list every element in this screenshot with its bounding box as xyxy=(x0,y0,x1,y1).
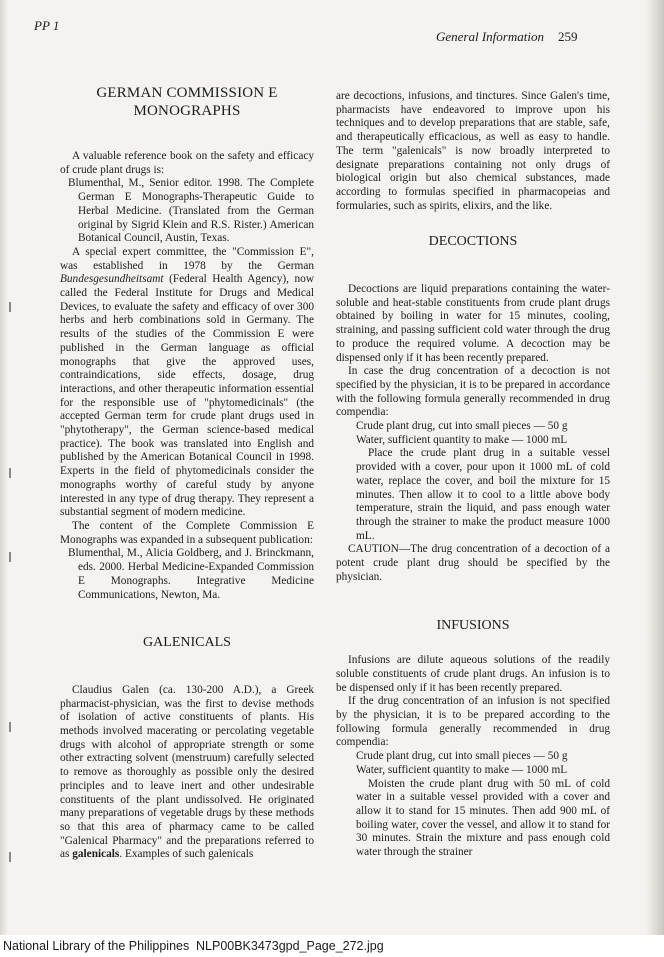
paragraph: The content of the Complete Commission E Monographs was expanded in a subsequent publication: xyxy=(60,519,314,546)
paragraph-text: . Examples of such galenicals xyxy=(119,848,254,861)
scan-edge-left xyxy=(0,0,8,957)
running-header-title: General Information xyxy=(436,29,544,44)
paragraph: are decoctions, infusions, and tinctures. Since Galen's time, pharmacists have endeavored to improve upon his techniques and to develop preparations that are stable, safe, and therapeutically efficacious, as well as easy to handle. The term "galenicals" is now broadly interpreted to designate preparations containing not only drugs of biological origin but also chemical substances, made according to formulas specified in pharmacopeias and formularies, such as spirits, elixirs, and the like. xyxy=(336,90,610,212)
section-title xyxy=(60,84,314,120)
paragraph: Moisten the crude plant drug with 50 mL of cold water in a suitable vessel provided with a cover and allow it to stand for 15 minutes. Then add 900 mL of boiling water, cover the vessel, and allow it to stand for 30 minutes. Strain the mixture and pass enough cold water through the strainer xyxy=(356,777,610,859)
formula-line: Water, sufficient quantity to make — 1000 mL xyxy=(356,433,568,446)
paragraph: Decoctions are liquid preparations containing the water-soluble and heat-stable constituents from crude plant drugs obtained by boiling in water for 15 minutes, cooling, straining, and passing sufficient cold water through the drug to produce the required volume. A decoction may be dispensed only if it has been recently prepared. xyxy=(336,283,610,364)
paragraph: Infusions are dilute aqueous solutions of the readily soluble constituents of crude plant drugs. An infusion is to be dispensed only if it has been recently prepared. xyxy=(336,654,610,694)
scan-mark xyxy=(9,552,11,562)
paragraph xyxy=(60,246,314,520)
formula-line: Crude plant drug, cut into small pieces — 50 g xyxy=(356,420,568,433)
bold-term: galenicals xyxy=(72,848,120,861)
page-number: 259 xyxy=(557,29,578,44)
formula-line: Water, sufficient quantity to make — 1000 mL xyxy=(356,763,568,776)
scan-mark xyxy=(9,722,11,732)
scan-footer xyxy=(0,935,664,957)
running-header-right xyxy=(436,29,577,45)
caution-paragraph: CAUTION—The drug concentration of a decoction of a potent crude plant drug should be specified by the physician. xyxy=(336,543,610,583)
reference-entry: Blumenthal, M., Alicia Goldberg, and J. Brinckmann, eds. 2000. Herbal Medicine-Expanded Commission E Monographs. Integrative Medicine Communications, Newton, Ma. xyxy=(68,547,314,601)
decoctions-heading: DECOCTIONS xyxy=(428,234,518,250)
scan-mark xyxy=(9,468,11,478)
scan-mark xyxy=(9,852,11,862)
paragraph-text: (Federal Health Agency), now called the Federal Institute for Drugs and Medical Devices, to evaluate the safety and efficacy of over 300 herbs and herb combinations sold in Germany. The results of the studies of the Commission E were published in the German language as official monographs that give the approved uses, contraindications, side effects, dosage, drug interactions, and other therapeutic information essential for the responsible use of "phytomedicinals" (the accepted German term for crude plant drugs used in "phytotherapy", the German science-based medical practice). The book was translated into English and published by the American Botanical Council in 1998. Experts in the field of phytomedicinals consider the monographs worthy of careful study by anyone interested in any type of drug therapy. They represent a substantial segment of modern medicine. xyxy=(60,273,314,519)
left-column xyxy=(60,84,314,862)
paragraph-text: A special expert committee, the "Commission E", was established in 1978 by the German xyxy=(60,245,314,272)
paragraph: In case the drug concentration of a decoction is not specified by the physician, it is to be prepared in accordance with the following formula generally recommended in drug compendia: xyxy=(336,365,610,419)
paragraph xyxy=(60,684,314,862)
library-name: National Library of the Philippines xyxy=(3,939,190,953)
section-title-line2: MONOGRAPHS xyxy=(133,103,241,119)
infusions-heading: INFUSIONS xyxy=(436,617,510,633)
paragraph: Place the crude plant drug in a suitable vessel provided with a cover, pour upon it 1000 mL of cold water, replace the cover, and boil the mixture for 15 minutes. Then allow it to cool to a little above body temperature, strain the liquid, and pass enough water through the strainer to make the product measure 1000 mL. xyxy=(356,447,610,542)
reference-entry: Blumenthal, M., Senior editor. 1998. The Complete German E Monographs-Therapeutic Guide to Herbal Medicine. (Translated from the German original by Sigrid Klein and R.S. Rister.) American Botanical Council, Austin, Texas. xyxy=(68,177,314,245)
image-filename: NLP00BK3473gpd_Page_272.jpg xyxy=(196,939,384,953)
running-header-left: PP 1 xyxy=(34,18,60,33)
galenicals-heading: GALENICALS xyxy=(143,635,231,651)
section-title-line1: GERMAN COMMISSION E xyxy=(96,85,278,101)
paragraph-text: Claudius Galen (ca. 130-200 A.D.), a Greek pharmacist-physician, was the first to devise methods of isolation of active constituents of plants. His methods involved macerating or percolating vegetable drugs with alcohol of appropriate strength or some other extracting solvent (menstruum) carefully selected to remove as thoroughly as possible only the desired principles and to leave inert and other undesirable constituents of the plant undissolved. He originated many preparations of vegetable drugs by these methods so that this area of pharmacy came to be called "Galenical Pharmacy" and the preparations referred to as xyxy=(60,683,314,861)
paragraph: If the drug concentration of an infusion is not specified by the physician, it is to be prepared according to the following formula generally recommended in drug compendia: xyxy=(336,695,610,749)
italic-term: Bundesgesundheitsamt xyxy=(60,273,164,286)
paragraph: A valuable reference book on the safety and efficacy of crude plant drugs is: xyxy=(60,150,314,176)
scan-edge-right xyxy=(646,0,664,957)
scan-mark xyxy=(9,302,11,312)
right-column xyxy=(336,90,610,860)
formula-line: Crude plant drug, cut into small pieces — 50 g xyxy=(356,750,568,763)
